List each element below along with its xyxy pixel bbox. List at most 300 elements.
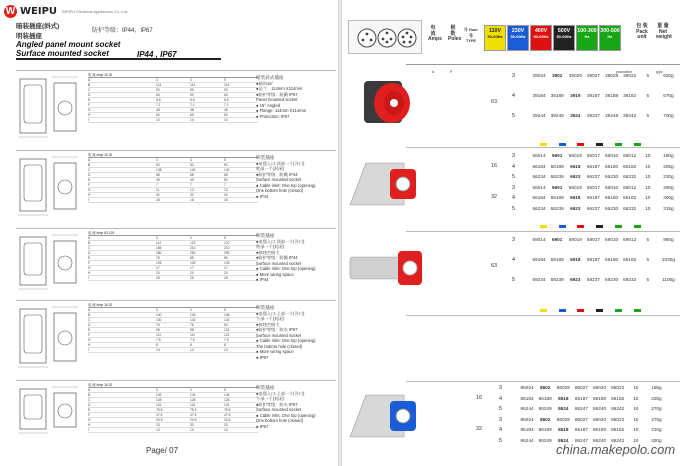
spec-cell: G [88, 266, 91, 270]
voltage-label: 400V [534, 28, 548, 34]
article-code: 86240 [593, 438, 607, 443]
spec-cell: 7.5 [190, 338, 195, 342]
price-table-header [342, 12, 680, 74]
article-code: 86187 [574, 395, 588, 401]
article-code: 86180 [593, 395, 607, 401]
socket-image [348, 387, 428, 452]
voltage-label: 500V [557, 28, 571, 34]
article-code: 39029 [568, 73, 582, 78]
spec-table-header: 电 流 Amp 16 32 [88, 73, 258, 78]
article-code: 39247 [586, 113, 600, 118]
en-title-line2: Surface mounted socket [16, 49, 109, 58]
voltage-header-0 [484, 25, 506, 51]
socket-diagram [348, 20, 422, 54]
spec-cell: 128 [190, 398, 196, 402]
spec-cell: 280 [156, 251, 162, 255]
description-line: Surface mounted socket [256, 177, 302, 182]
net-weight: 315g [663, 206, 674, 211]
article-code: 39249 [550, 113, 564, 118]
article-code: 39244 [532, 113, 546, 118]
cn-subtitle: 明装插座 [16, 33, 42, 40]
pack-unit: 5 [646, 113, 650, 118]
color-swatch [553, 309, 572, 312]
color-swatch [534, 225, 553, 228]
pole-count: 3 [499, 385, 503, 391]
article-code: 86182 [611, 395, 625, 401]
spec-cell: I [88, 118, 89, 122]
article-code: 39182 [623, 93, 637, 98]
net-weight: 670g [663, 93, 674, 98]
product-row [518, 396, 668, 401]
spec-row [16, 300, 336, 376]
article-code: 66184 [532, 163, 546, 169]
article-code: 3902 [551, 73, 563, 78]
protection-rating: 防护等级：IP44、IP67 [92, 28, 153, 34]
article-code: 86244 [520, 438, 534, 443]
spec-cell: 10 [156, 118, 160, 122]
spec-cell: 84 [224, 163, 228, 167]
pack-unit: 10 [633, 385, 639, 390]
spec-table [88, 303, 258, 353]
color-swatch [609, 309, 628, 312]
spec-cell: 75.5 [156, 408, 163, 412]
article-code: 66182 [623, 163, 637, 169]
article-code: 86247 [574, 406, 588, 412]
brand-company: WEIPU Electrical Appliances Co.,Ltd. [62, 9, 129, 14]
article-code: 69189 [550, 257, 564, 262]
sub-p: P [450, 70, 453, 74]
pack-unit: 10 [633, 438, 639, 443]
voltage-label: 100-300 [577, 28, 597, 34]
spec-cell: 14 [156, 348, 160, 352]
pack-unit: 10 [645, 153, 651, 158]
description-line: ●电缆入口:上部一个(开口) [256, 310, 305, 316]
socket-image [348, 73, 428, 138]
spec-cell: 4 [190, 158, 192, 162]
color-swatch [590, 309, 609, 312]
spec-cell: 142 [190, 318, 196, 322]
spec-cell: 33 [190, 423, 194, 427]
spec-cell: 33 [156, 423, 160, 427]
spec-cell: E [88, 328, 91, 332]
pack-unit: 10 [645, 195, 651, 201]
spec-cell: 20.5 [224, 418, 231, 422]
spec-cell: 3 [156, 158, 158, 162]
spec-cell: 98 [156, 328, 160, 332]
type-header: 计 Hour 号 TYPE [464, 28, 478, 43]
spec-table [88, 153, 258, 203]
article-code: 66237 [586, 174, 600, 180]
spec-cell: 13 [224, 188, 228, 192]
pole-count: 3 [499, 416, 503, 423]
article-code: 66234 [532, 206, 546, 211]
brand-mark-icon: W [5, 6, 16, 17]
spec-cell: H [88, 193, 91, 197]
spec-cell: 75.5 [190, 408, 197, 412]
color-swatch [553, 143, 572, 146]
spec-cell: A [88, 308, 91, 312]
spec-cell: 25 [156, 276, 160, 280]
socket-image [348, 155, 428, 220]
amps-header: 电 流 Amps [428, 25, 442, 42]
spec-cell: G [88, 108, 91, 112]
pack-unit: 10 [645, 174, 651, 180]
color-swatch [609, 225, 628, 228]
spec-row [16, 150, 336, 224]
dimension-drawing-icon [16, 383, 84, 439]
spec-cell: F [88, 103, 91, 107]
article-code: 66234 [532, 174, 546, 180]
spec-description [256, 155, 338, 199]
pack-unit: 10 [645, 184, 651, 190]
product-group-angled-panel-red [406, 71, 680, 137]
description-line: ● More wiring space [256, 271, 294, 277]
spec-cell: 90 [190, 88, 194, 92]
spec-cell: G [88, 188, 91, 192]
article-code: 6601 [551, 184, 563, 190]
article-code: 66010 [605, 184, 619, 190]
spec-cell: 143 [224, 393, 230, 397]
article-code: 86240 [593, 406, 607, 412]
spec-cell: 7.1 [156, 103, 161, 107]
spec-cell: 5 [224, 158, 226, 162]
description-line: ● Cable inlet: One top (opening) [256, 412, 316, 418]
product-row [530, 277, 680, 282]
dimension-drawing [16, 303, 84, 378]
spec-cell: 5 [224, 308, 226, 312]
article-code: 86184 [520, 427, 534, 433]
description-line: ●电缆入口:上部一个(开口) [256, 390, 305, 396]
spec-cell: 18 [190, 198, 194, 202]
article-code: 66180 [605, 195, 619, 201]
spec-row [16, 380, 336, 442]
article-code: 86027 [574, 416, 588, 422]
article-code: 39188 [605, 93, 619, 98]
product-row [518, 417, 668, 422]
net-weight: 1030g [661, 257, 675, 262]
sub-a: A [432, 70, 435, 74]
right-page [342, 0, 680, 466]
article-code: 8624 [558, 406, 569, 412]
spec-cell: 4 [190, 308, 192, 312]
color-swatch [590, 143, 609, 146]
spec-cell: 48 [224, 108, 228, 112]
article-code: 69239 [550, 277, 564, 282]
spec-cell: 290 [190, 251, 196, 255]
description-line: 明装插座 [256, 233, 275, 238]
spec-cell: 101 [156, 403, 162, 407]
spec-cell: I [88, 348, 89, 352]
description-line: ●接线空间大 [256, 249, 280, 255]
net-weight: 980g [663, 237, 674, 242]
spec-cell: 4 [190, 78, 192, 82]
spec-table-header: 电 流 Amp 16 32 [88, 303, 258, 308]
frequency-label: 50-60Hz [556, 34, 572, 39]
spec-cell: 49 [156, 178, 160, 182]
article-code: 3924 [570, 113, 581, 118]
spec-cell: 68 [156, 173, 160, 177]
article-code: 69019 [568, 237, 582, 242]
description-line: ● Flange: 114mm X114mm [256, 108, 307, 113]
article-code: 6618 [570, 195, 581, 201]
article-code: 86242 [611, 406, 625, 412]
amp-rating-32: 32 [491, 194, 498, 201]
spec-cell: 47.5 [190, 413, 197, 417]
spec-cell: 7.5 [224, 338, 229, 342]
product-row [530, 206, 680, 211]
color-swatch [609, 143, 628, 146]
spec-cell: 4 [190, 236, 192, 240]
description-line: Surface mounted socket [256, 260, 302, 266]
description-line: 下部一个(封闭) [256, 396, 284, 401]
article-code: 86189 [538, 395, 552, 401]
spec-cell: 13 [190, 188, 194, 192]
article-code: 66232 [623, 206, 637, 211]
spec-cell: 5 [224, 236, 226, 240]
description-line: ● Cable inlet: One top (opening) [256, 182, 316, 188]
description-line: ● IP67 [256, 354, 269, 360]
color-swatch [572, 143, 591, 146]
voltage-header-3 [553, 25, 575, 51]
spec-table-header: 电 流 Amp 63 125 [88, 231, 258, 236]
net-weight: 270g [651, 406, 662, 412]
net-weight: 275g [651, 416, 662, 422]
article-code: 39189 [550, 93, 564, 98]
article-code: 66017 [586, 153, 600, 158]
spec-cell: H [88, 423, 91, 427]
spec-cell: 60 [190, 113, 194, 117]
amp-rating: 63 [491, 263, 498, 269]
article-code: 86020 [593, 385, 607, 390]
frequency-label: 50-60Hz [510, 34, 526, 39]
spec-cell: 143 [156, 393, 162, 397]
pack-unit: 10 [645, 163, 651, 169]
article-code: 66019 [568, 153, 582, 158]
spec-table-row [88, 198, 258, 203]
product-row [518, 385, 668, 390]
spec-cell: 5.5 [224, 98, 229, 102]
spec-cell: 68 [224, 173, 228, 177]
amp-rating-32: 32 [476, 426, 483, 433]
frequency-label: 50-60Hz [533, 34, 549, 39]
spec-cell: 102 [224, 328, 230, 332]
article-code: 86244 [520, 406, 534, 412]
article-code: 86027 [574, 385, 588, 390]
spec-cell: 5.5 [156, 98, 161, 102]
description-line: ●接线空间大 [256, 321, 280, 327]
article-code: 86242 [611, 438, 625, 443]
pole-count: 5 [499, 438, 503, 444]
pack-unit: 5 [646, 93, 650, 98]
spec-cell: 5 [224, 78, 226, 82]
product-row [518, 406, 668, 411]
article-code: 66014 [532, 153, 546, 158]
article-code: 6623 [570, 174, 581, 180]
spec-cell: 20.5 [156, 418, 163, 422]
spec-cell: 10 [190, 118, 194, 122]
socket-image [348, 237, 428, 302]
color-code-row [534, 143, 680, 146]
en-title-line1: Angled panel mount socket [16, 40, 121, 49]
spec-cell: 128 [156, 398, 162, 402]
en-ip-rating: IP44 , IP67 [137, 50, 177, 59]
net-weight: 230g [663, 174, 674, 180]
color-swatch [628, 309, 647, 312]
spec-cell: 122 [190, 241, 196, 245]
spec-cell: 5 [224, 388, 226, 392]
dimension-drawing [16, 73, 84, 148]
cn-title: 暗装插座(斜式) [16, 23, 60, 30]
spec-cell: 101 [224, 403, 230, 407]
article-code: 86029 [556, 416, 570, 422]
spec-cell: 33 [224, 423, 228, 427]
spec-cell: 32 [224, 193, 228, 197]
pack-unit: 10 [633, 427, 639, 433]
product-row [530, 153, 680, 158]
article-code: 69230 [605, 277, 619, 282]
spec-description [256, 385, 338, 429]
spec-cell: 140 [190, 313, 196, 317]
pole-count: 5 [512, 174, 516, 181]
spec-cell: 47.5 [156, 413, 163, 417]
spec-cell: 7.1 [190, 103, 195, 107]
description-line: ●倾斜15° [256, 80, 274, 86]
spec-cell: 210 [224, 246, 230, 250]
spec-cell: 148 [224, 313, 230, 317]
spec-cell: 114 [156, 83, 162, 87]
net-weight: 320g [651, 438, 662, 443]
pack-unit: 5 [646, 237, 650, 242]
color-code-row [534, 309, 680, 312]
color-swatch [628, 143, 647, 146]
description-line: ●防护等级：防溅 IP67 [256, 91, 298, 97]
article-code: 6901 [551, 237, 563, 242]
article-code: 66230 [605, 174, 619, 180]
spec-cell: 4 [190, 388, 192, 392]
color-swatch [534, 309, 553, 312]
article-code: 86020 [593, 416, 607, 422]
spec-cell: 90 [224, 88, 228, 92]
article-code: 8618 [558, 395, 569, 401]
spec-cell: 20 [156, 271, 160, 275]
spec-cell: 140 [224, 168, 230, 172]
product-row [530, 257, 680, 262]
article-code: 66239 [550, 174, 564, 180]
product-row [518, 427, 668, 432]
spec-cell: B [88, 241, 91, 245]
article-code: 66012 [623, 184, 637, 190]
spec-cell: 11 [156, 188, 160, 192]
amp-rating-16: 16 [491, 162, 498, 169]
spec-row [16, 228, 336, 298]
pack-unit-header: 包 装 Pack unit [636, 23, 648, 40]
spec-cell: 290 [224, 251, 230, 255]
article-code: 86024 [520, 385, 534, 390]
voltage-label: 300-500 [600, 28, 620, 34]
spec-cell: 7.1 [224, 103, 229, 107]
article-code: 66230 [605, 206, 619, 211]
spec-table-row [88, 428, 258, 433]
article-code: 3919 [570, 93, 581, 98]
spec-cell: 60 [190, 93, 194, 97]
spec-cell: 75 [156, 256, 160, 260]
description-line: ●防护等级：防溅 IP44 [256, 255, 298, 260]
product-group-surface-blue-16-32 [406, 383, 680, 445]
description-line: ● IP44 [256, 277, 269, 282]
spec-cell: 111 [156, 333, 162, 337]
article-code: 8624 [558, 438, 569, 443]
article-code: 69012 [623, 237, 637, 242]
article-code: 6601 [551, 153, 563, 158]
article-code: 39184 [532, 93, 546, 98]
spec-cell: 101 [190, 403, 196, 407]
spec-cell: 138 [156, 168, 162, 172]
spec-cell: 125 [156, 261, 162, 265]
spec-cell: I [88, 428, 89, 432]
spec-row [16, 70, 336, 146]
pole-count: 5 [512, 206, 516, 212]
description-line: One bottom hole (closed) [256, 418, 304, 423]
sub-g: g/pc [656, 70, 663, 74]
article-code: 66189 [550, 163, 564, 169]
spec-cell: 122 [224, 241, 230, 245]
spec-cell: F [88, 261, 91, 265]
net-weight: 300g [663, 195, 674, 201]
pole-count: 3 [512, 73, 516, 79]
spec-description [256, 75, 338, 119]
net-weight: 310g [651, 427, 662, 433]
spec-cell: 17 [190, 266, 194, 270]
spec-cell: 48 [156, 108, 160, 112]
description-line: 暗装斜式插座 [256, 75, 284, 80]
spec-cell: D [88, 251, 91, 255]
spec-table-row [88, 348, 258, 353]
spec-cell: 60 [224, 113, 228, 117]
article-code: 69014 [532, 237, 546, 242]
net-weight: 195g [651, 385, 662, 390]
description-line: Panel mounted socket [256, 97, 298, 102]
article-code: 66187 [586, 195, 600, 201]
color-swatch [590, 225, 609, 228]
spec-cell: 98 [190, 328, 194, 332]
spec-cell: 47.5 [224, 413, 231, 417]
spec-cell: 20 [224, 271, 228, 275]
article-code: 69187 [586, 257, 600, 262]
spec-cell: 60 [156, 93, 160, 97]
spec-cell: 140 [156, 313, 162, 317]
description-line: 下部一个(封闭) [256, 316, 284, 321]
product-row [530, 93, 680, 98]
article-code: 66184 [532, 195, 546, 201]
spec-cell: 85 [224, 256, 228, 260]
net-weight: 1100g [662, 277, 675, 282]
spec-cell: B [88, 313, 91, 317]
socket-face-icons [349, 21, 423, 55]
spec-table-row [88, 118, 258, 123]
article-code: 86189 [538, 427, 552, 433]
spec-cell: H [88, 113, 91, 117]
spec-cell: A [88, 78, 91, 82]
net-weight: 220g [651, 395, 662, 401]
spec-cell: I [88, 276, 89, 280]
color-swatch [572, 225, 591, 228]
net-weight: 700g [663, 113, 674, 118]
description-line: ● 15° Angled [256, 102, 280, 108]
spec-cell: 210 [190, 246, 196, 250]
article-code: 86249 [538, 406, 552, 412]
description-line: 明装插座 [256, 385, 275, 390]
spec-cell: 3 [156, 78, 158, 82]
